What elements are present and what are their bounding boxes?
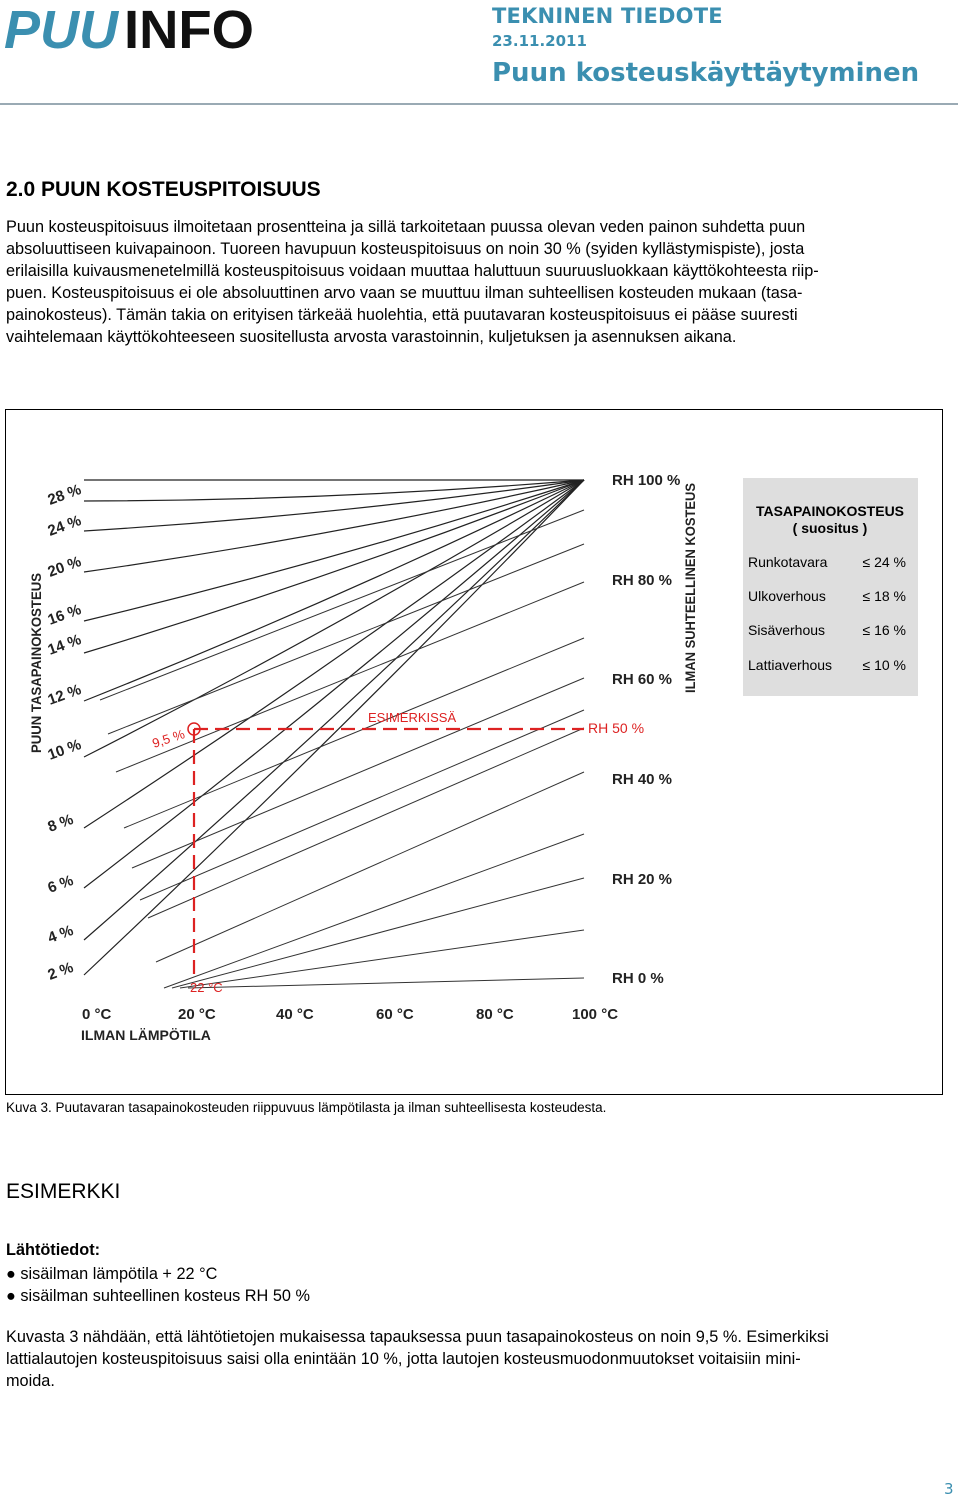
y-tick-label: 28 % bbox=[45, 481, 84, 509]
equilibrium-moisture-chart bbox=[6, 410, 942, 1094]
panel-row-label: Sisäverhous bbox=[748, 622, 826, 638]
panel-row-label: Runkotavara bbox=[748, 554, 828, 570]
y-tick-labels bbox=[46, 481, 84, 984]
x-axis-title: ILMAN LÄMPÖTILA bbox=[81, 1027, 211, 1043]
panel-row-value: ≤ 10 % bbox=[862, 657, 906, 673]
moisture-isoline bbox=[84, 480, 584, 621]
paragraph-line: vaihtelemaan käyttökohteeseen suositellusta arvosta varastoinnin, kuljetuksen ja asennuksen aikana. bbox=[6, 328, 737, 346]
x-tick-label: 80 °C bbox=[476, 1006, 514, 1023]
section-paragraph bbox=[6, 216, 926, 348]
moisture-isoline bbox=[164, 834, 584, 988]
example-heading: ESIMERKKI bbox=[6, 1180, 121, 1203]
x-tick-labels bbox=[82, 1006, 618, 1023]
moisture-isoline bbox=[156, 772, 584, 962]
moisture-isoline bbox=[84, 480, 584, 828]
y-axis-title: PUUN TASAPAINOKOSTEUS bbox=[28, 561, 44, 753]
y-tick-label: 16 % bbox=[45, 601, 84, 629]
moisture-isoline bbox=[84, 480, 584, 975]
y-tick-label: 2 % bbox=[45, 958, 76, 984]
example-moisture-label: 9,5 % bbox=[150, 726, 187, 751]
logo-part2: INFO bbox=[124, 2, 254, 58]
document-date: 23.11.2011 bbox=[492, 32, 587, 50]
list-item: ● sisäilman lämpötila + 22 °C bbox=[6, 1265, 218, 1283]
panel-row-label: Ulkoverhous bbox=[748, 588, 826, 604]
example-label: ESIMERKISSÄ bbox=[368, 710, 457, 725]
example-subheading: Lähtötiedot: bbox=[6, 1241, 101, 1259]
rh-label: RH 20 % bbox=[612, 871, 673, 888]
y-tick-label: 4 % bbox=[45, 921, 76, 947]
moisture-isoline bbox=[84, 480, 584, 701]
rh-label: RH 80 % bbox=[612, 572, 673, 589]
paragraph-line: puen. Kosteuspitoisuus ei ole absoluuttinen arvo vaan se muuttuu ilman suhteellisen kosteuden mukaan (tasa- bbox=[6, 284, 803, 302]
x-tick-label: 0 °C bbox=[82, 1006, 112, 1023]
paragraph-line: moida. bbox=[6, 1372, 55, 1390]
list-item: ● sisäilman suhteellinen kosteus RH 50 % bbox=[6, 1287, 310, 1305]
panel-row-label: Lattiaverhous bbox=[748, 657, 833, 673]
paragraph-line: erilaisilla kuivausmenetelmillä kosteuspitoisuus voidaan muuttaa haluttuun suuruusluokkaan käyttökohteesta riip- bbox=[6, 262, 819, 280]
paragraph-line: Kuvasta 3 nähdään, että lähtötietojen mukaisessa tapauksessa puun tasapainokosteus on noin 9,5 %. Esimerkiksi bbox=[6, 1328, 829, 1346]
moisture-isoline bbox=[188, 978, 584, 988]
rh-label: RH 40 % bbox=[612, 771, 673, 788]
panel-row-value: ≤ 24 % bbox=[862, 554, 906, 570]
paragraph-line: painokosteus). Tämän takia on erityisen tärkeää huolehtia, että puutavaran kosteuspitoisuus ei pääse suuresti bbox=[6, 306, 798, 324]
figure-frame bbox=[5, 409, 943, 1095]
moisture-isoline bbox=[84, 480, 584, 531]
puuinfo-logo bbox=[4, 2, 264, 58]
figure-caption: Kuva 3. Puutavaran tasapainokosteuden riippuvuus lämpötilasta ja ilman suhteellisesta kosteudesta. bbox=[6, 1100, 607, 1115]
moisture-isoline bbox=[100, 510, 584, 700]
header-divider bbox=[0, 103, 958, 105]
recommendation-panel bbox=[743, 478, 918, 696]
panel-title: TASAPAINOKOSTEUS bbox=[755, 503, 905, 519]
rh-label: RH 100 % bbox=[612, 472, 681, 489]
moisture-isoline bbox=[172, 878, 584, 988]
moisture-isoline bbox=[140, 710, 584, 900]
y-tick-label: 24 % bbox=[45, 512, 84, 540]
example-temperature-label: 22 °C bbox=[190, 980, 223, 995]
moisture-isoline bbox=[84, 480, 584, 653]
y-tick-label: 14 % bbox=[45, 631, 84, 659]
panel-row-value: ≤ 16 % bbox=[862, 622, 906, 638]
y-tick-label: 20 % bbox=[45, 553, 84, 581]
paragraph-line: lattialautojen kosteuspitoisuus saisi olla enintään 10 %, jotta lautojen kosteusmuodonmuutokset voitaisiin mini- bbox=[6, 1350, 801, 1368]
x-tick-label: 20 °C bbox=[178, 1006, 216, 1023]
logo-part1: PUU bbox=[4, 2, 119, 58]
x-tick-label: 100 °C bbox=[572, 1006, 619, 1023]
panel-subtitle: ( suositus ) bbox=[792, 520, 868, 536]
example-markers bbox=[150, 710, 644, 995]
moisture-isoline bbox=[132, 678, 584, 868]
section-heading: 2.0 PUUN KOSTEUSPITOISUUS bbox=[6, 178, 321, 201]
document-type: TEKNINEN TIEDOTE bbox=[492, 4, 723, 28]
y-tick-label: 6 % bbox=[45, 871, 76, 897]
paragraph-line: absoluuttiseen kuivapainoon. Tuoreen havupuun kosteuspitoisuus on noin 30 % (syiden kyllästymispiste), josta bbox=[6, 240, 805, 258]
y2-axis-title: ILMAN SUHTEELLINEN KOSTEUS bbox=[682, 465, 698, 693]
panel-row-value: ≤ 18 % bbox=[862, 588, 906, 604]
x-tick-label: 60 °C bbox=[376, 1006, 414, 1023]
moisture-isoline bbox=[148, 728, 584, 918]
example-rh-label: RH 50 % bbox=[588, 720, 645, 736]
example-paragraph bbox=[6, 1326, 829, 1392]
rh-label: RH 0 % bbox=[612, 970, 664, 987]
y-tick-label: 10 % bbox=[45, 736, 84, 764]
y-tick-label: 12 % bbox=[45, 681, 84, 709]
rh-label: RH 60 % bbox=[612, 671, 673, 688]
document-title: Puun kosteuskäyttäytyminen bbox=[492, 58, 920, 88]
paragraph-line: Puun kosteuspitoisuus ilmoitetaan prosentteina ja sillä tarkoitetaan puussa olevan veden painon suhdetta puun bbox=[6, 218, 806, 236]
x-tick-label: 40 °C bbox=[276, 1006, 314, 1023]
y-tick-label: 8 % bbox=[45, 810, 76, 836]
moisture-isoline bbox=[116, 582, 584, 772]
example-list bbox=[6, 1263, 310, 1307]
page-number: 3 bbox=[944, 1480, 954, 1498]
